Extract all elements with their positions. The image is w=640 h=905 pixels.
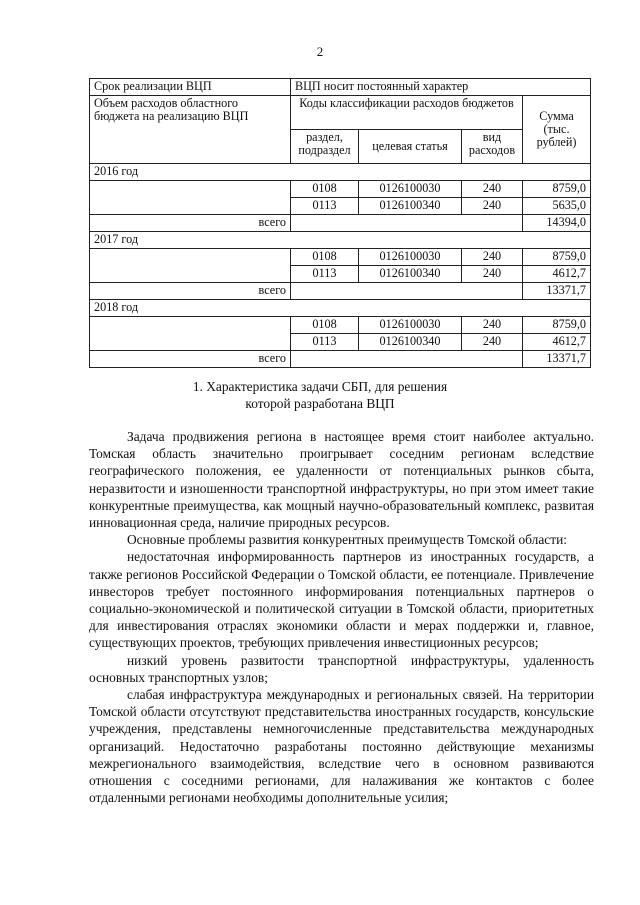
term-label: Срок реализации ВЦП — [90, 79, 291, 96]
page-number: 2 — [316, 44, 324, 59]
section-title-line: 1. Характеристика задачи СБП, для решения — [192, 379, 448, 394]
total-label: всего — [90, 215, 291, 232]
article-code: 0126100030 — [359, 317, 462, 334]
section-title-line: которой разработана ВЦП — [245, 396, 395, 411]
col-type-header: вид расходов — [462, 130, 523, 164]
table-row-term — [90, 79, 591, 96]
section-title — [0, 378, 640, 412]
year-label: 2018 год — [90, 300, 591, 317]
section-code: 0108 — [291, 317, 359, 334]
body-text — [89, 428, 594, 806]
total-row — [90, 283, 591, 300]
col-section-header: раздел, подраздел — [291, 130, 359, 164]
total-row — [90, 215, 591, 232]
section-code: 0108 — [291, 249, 359, 266]
paragraph: Основные проблемы развития конкурентных преимуществ Томской области: — [127, 532, 567, 548]
paragraph: низкий уровень развитости транспортной инфраструктуры, удаленность основных транспортных узлов; — [89, 652, 594, 685]
sum-value: 8759,0 — [523, 317, 591, 334]
article-code: 0126100340 — [359, 198, 462, 215]
type-code: 240 — [462, 317, 523, 334]
year-row — [90, 300, 591, 317]
sum-value: 5635,0 — [523, 198, 591, 215]
year-label: 2017 год — [90, 232, 591, 249]
article-code: 0126100030 — [359, 181, 462, 198]
sum-value: 4612,7 — [523, 334, 591, 351]
total-label: всего — [90, 351, 291, 368]
table-row — [90, 181, 591, 198]
budget-table — [89, 78, 591, 368]
section-code: 0113 — [291, 334, 359, 351]
table-header-row — [90, 96, 591, 130]
total-row — [90, 351, 591, 368]
section-code: 0113 — [291, 198, 359, 215]
year-row — [90, 232, 591, 249]
total-value: 14394,0 — [523, 215, 591, 232]
term-value: ВЦП носит постоянный характер — [291, 79, 591, 96]
sum-value: 4612,7 — [523, 266, 591, 283]
total-value: 13371,7 — [523, 351, 591, 368]
type-code: 240 — [462, 266, 523, 283]
article-code: 0126100030 — [359, 249, 462, 266]
year-row — [90, 164, 591, 181]
paragraph: слабая инфраструктура международных и региональных связей. На территории Томской области отсутствуют представительства иностранных государств, консульские учреждения, представлены немногочисленные представительства международных организаций. Недостаточно разработаны постоянно действующие механизмы межрегионального взаимодействия, вследствие чего в основном развиваются отношения с соседними регионами, для налаживания же контактов с более отдаленными регионами необходимы дополнительные усилия; — [89, 687, 594, 806]
type-code: 240 — [462, 198, 523, 215]
sum-header: Сумма (тыс. рублей) — [523, 96, 591, 164]
paragraph: Задача продвижения региона в настоящее время стоит наиболее актуально. Томская область значительно проигрывает соседним регионам вследствие географического положения, ее удаленности от потенциальных рынков сбыта, неразвитости и изношенности транспортной инфраструктуры, но при этом имеет такие конкурентные преимущества, как мощный научно-образовательный комплекс, развитая инновационная среда, наличие природных ресурсов. — [89, 429, 594, 531]
table-row — [90, 249, 591, 266]
type-code: 240 — [462, 334, 523, 351]
sum-value: 8759,0 — [523, 249, 591, 266]
year-label: 2016 год — [90, 164, 591, 181]
article-code: 0126100340 — [359, 266, 462, 283]
total-label: всего — [90, 283, 291, 300]
type-code: 240 — [462, 249, 523, 266]
paragraph: недостаточная информированность партнеров из иностранных государств, а также регионов Российской Федерации о Томской области, ее потенциале. Привлечение инвесторов требует постоянного информирования потенциальных партнеров о социально-экономической и политической ситуации в Томской области, приоритетных для инвестирования отраслях экономики области и мерах поддержки и, главное, существующих проектов, требующих привлечения инвестиционных ресурсов; — [89, 549, 594, 651]
article-code: 0126100340 — [359, 334, 462, 351]
section-code: 0108 — [291, 181, 359, 198]
col-article-header: целевая статья — [359, 130, 462, 164]
total-value: 13371,7 — [523, 283, 591, 300]
type-code: 240 — [462, 181, 523, 198]
budget-label: Объем расходов областного бюджета на реализацию ВЦП — [90, 96, 291, 164]
sum-value: 8759,0 — [523, 181, 591, 198]
codes-header: Коды классификации расходов бюджетов — [291, 96, 523, 130]
section-code: 0113 — [291, 266, 359, 283]
table-row — [90, 317, 591, 334]
